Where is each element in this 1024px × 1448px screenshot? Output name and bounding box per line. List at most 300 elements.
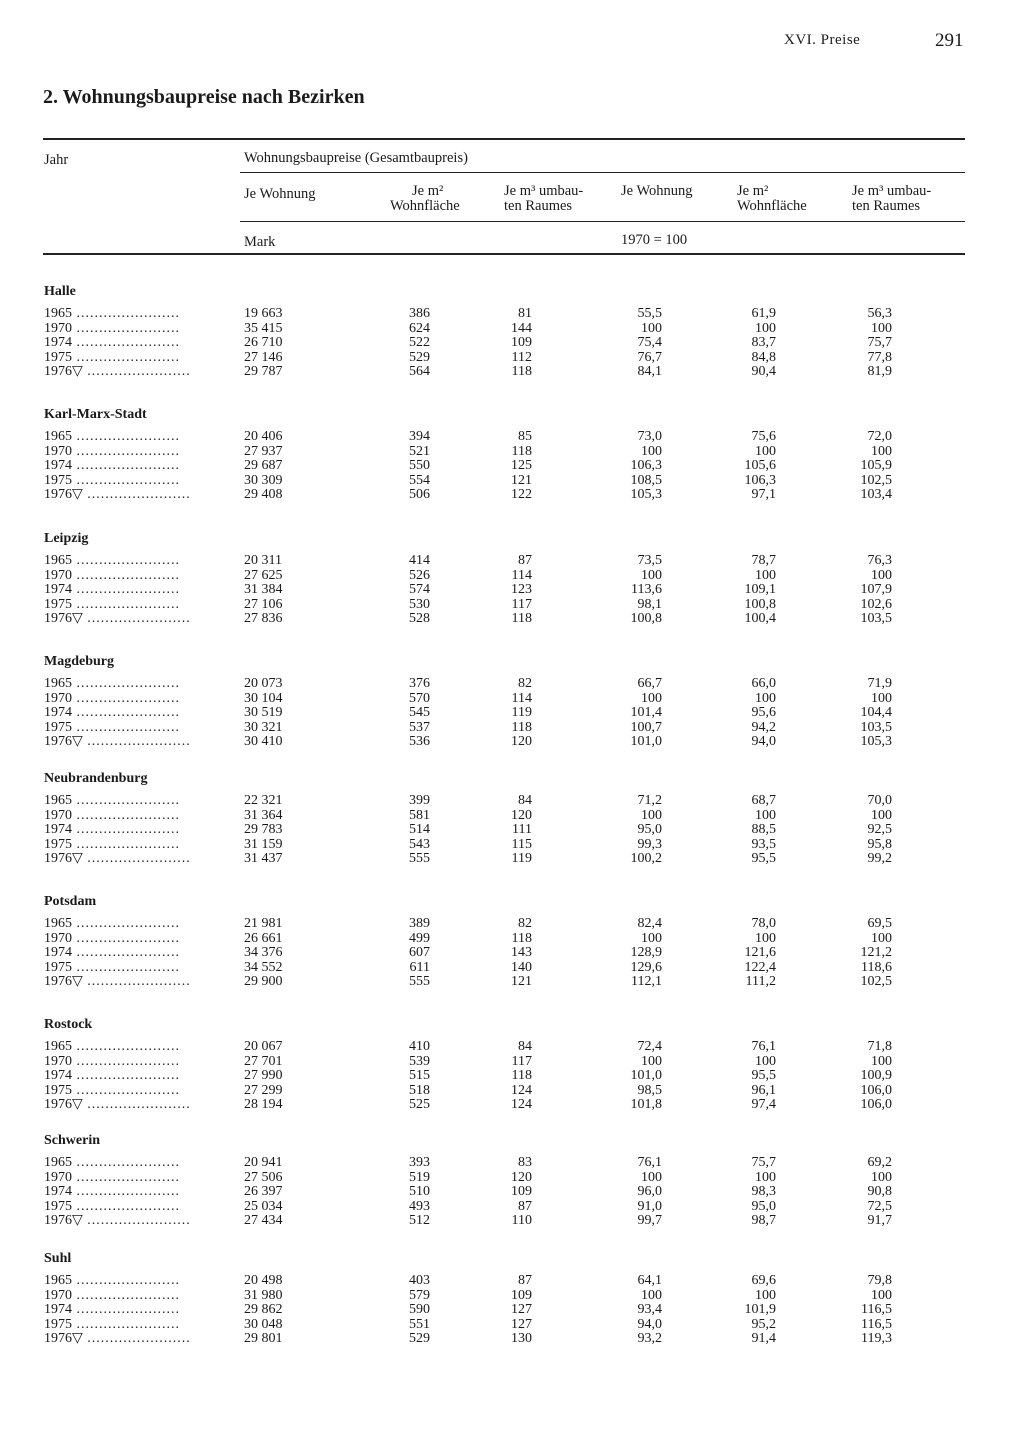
year-cell <box>44 350 228 365</box>
leader-dots: ....................... <box>72 916 180 931</box>
value-cell: 91,7 <box>867 1213 892 1229</box>
year-label: 1975 <box>44 1316 72 1332</box>
value-cell: 119 <box>511 851 532 867</box>
year-label: 1975 <box>44 719 72 735</box>
value-cell: 29 408 <box>244 487 283 503</box>
leader-dots: ....................... <box>82 851 191 867</box>
col-header-jahr: Jahr <box>44 152 69 168</box>
table-row <box>0 960 1024 975</box>
value-cell: 106,0 <box>860 1097 892 1113</box>
value-cell: 26 710 <box>244 335 283 351</box>
value-cell: 536 <box>409 734 430 750</box>
leader-dots: ....................... <box>72 306 180 321</box>
value-cell: 75,7 <box>751 1155 776 1170</box>
value-cell: 28 194 <box>244 1097 283 1113</box>
value-cell: 100 <box>755 320 776 336</box>
value-cell: 96,1 <box>751 1082 776 1098</box>
value-cell: 100 <box>755 1169 776 1185</box>
leader-dots: ....................... <box>72 1053 180 1069</box>
value-cell: 27 434 <box>244 1213 283 1229</box>
year-label: 1965 <box>44 916 72 931</box>
value-cell: 30 309 <box>244 472 283 488</box>
table-row <box>0 837 1024 852</box>
value-cell: 376 <box>409 676 430 691</box>
value-cell: 20 311 <box>244 553 282 568</box>
year-label: 1976▽ <box>44 851 83 867</box>
table-row <box>0 1331 1024 1346</box>
value-cell: 31 364 <box>244 807 283 823</box>
year-label: 1970 <box>44 1287 72 1303</box>
value-cell: 82,4 <box>637 916 662 931</box>
value-cell: 410 <box>409 1039 430 1054</box>
value-cell: 20 941 <box>244 1155 283 1170</box>
value-cell: 66,7 <box>637 676 662 691</box>
value-cell: 87 <box>518 1273 532 1288</box>
value-cell: 100 <box>871 567 892 583</box>
value-cell: 99,2 <box>867 851 892 867</box>
value-cell: 100 <box>755 567 776 583</box>
value-cell: 529 <box>409 349 430 365</box>
value-cell: 118 <box>511 443 532 459</box>
value-cell: 118 <box>511 930 532 946</box>
leader-dots: ....................... <box>72 567 180 583</box>
leader-dots: ....................... <box>72 719 180 735</box>
col-header-line: Je m² <box>412 183 444 199</box>
table-row <box>0 974 1024 989</box>
value-cell: 529 <box>409 1331 430 1347</box>
value-cell: 55,5 <box>637 306 662 321</box>
value-cell: 95,8 <box>867 836 892 852</box>
value-cell: 93,5 <box>751 836 776 852</box>
value-cell: 121 <box>511 472 532 488</box>
year-cell <box>44 611 228 626</box>
year-label: 1975 <box>44 1082 72 1098</box>
value-cell: 117 <box>511 1053 532 1069</box>
year-label: 1974 <box>44 705 72 721</box>
value-cell: 537 <box>409 719 430 735</box>
year-label: 1970 <box>44 930 72 946</box>
value-cell: 102,5 <box>860 472 892 488</box>
year-cell <box>44 473 228 488</box>
value-cell: 95,6 <box>751 705 776 721</box>
value-cell: 84 <box>518 793 532 808</box>
value-cell: 105,3 <box>860 734 892 750</box>
year-label: 1975 <box>44 596 72 612</box>
year-label: 1965 <box>44 1155 72 1170</box>
year-cell <box>44 734 228 749</box>
value-cell: 27 701 <box>244 1053 283 1069</box>
leader-dots: ....................... <box>72 1198 180 1214</box>
value-cell: 92,5 <box>867 822 892 838</box>
year-label: 1965 <box>44 676 72 691</box>
col-header-index-je-wohnung <box>621 184 692 199</box>
unit-label-mark: Mark <box>244 234 276 250</box>
year-label: 1970 <box>44 690 72 706</box>
value-cell: 29 900 <box>244 974 283 990</box>
value-cell: 112 <box>511 349 532 365</box>
value-cell: 127 <box>511 1316 532 1332</box>
value-cell: 125 <box>511 458 532 474</box>
leader-dots: ....................... <box>82 1097 191 1113</box>
table-row <box>0 1288 1024 1303</box>
value-cell: 122,4 <box>744 959 776 975</box>
table-row <box>0 1302 1024 1317</box>
value-cell: 30 321 <box>244 719 283 735</box>
value-cell: 607 <box>409 945 430 961</box>
value-cell: 403 <box>409 1273 430 1288</box>
value-cell: 76,1 <box>751 1039 776 1054</box>
value-cell: 102,5 <box>860 974 892 990</box>
year-cell <box>44 1273 228 1288</box>
value-cell: 119,3 <box>861 1331 892 1347</box>
leader-dots: ....................... <box>72 945 180 961</box>
table-row <box>0 444 1024 459</box>
value-cell: 109 <box>511 1287 532 1303</box>
value-cell: 515 <box>409 1068 430 1084</box>
year-label: 1976▽ <box>44 1213 83 1229</box>
year-cell <box>44 335 228 350</box>
value-cell: 104,4 <box>860 705 892 721</box>
table-row <box>0 916 1024 931</box>
leader-dots: ....................... <box>72 335 180 351</box>
year-label: 1975 <box>44 959 72 975</box>
value-cell: 20 073 <box>244 676 283 691</box>
year-cell <box>44 1155 228 1170</box>
leader-dots: ....................... <box>72 1169 180 1185</box>
value-cell: 120 <box>511 734 532 750</box>
value-cell: 499 <box>409 930 430 946</box>
region-name: Suhl <box>44 1251 72 1266</box>
leader-dots: ....................... <box>72 320 180 336</box>
year-cell <box>44 691 228 706</box>
value-cell: 27 106 <box>244 596 283 612</box>
value-cell: 98,5 <box>637 1082 662 1098</box>
value-cell: 84 <box>518 1039 532 1054</box>
group-rule <box>240 172 965 173</box>
value-cell: 512 <box>409 1213 430 1229</box>
col-header-line: ten Raumes <box>852 198 921 214</box>
value-cell: 100 <box>871 320 892 336</box>
leader-dots: ....................... <box>72 443 180 459</box>
table-row <box>0 851 1024 866</box>
table-row <box>0 350 1024 365</box>
value-cell: 98,7 <box>751 1213 776 1229</box>
value-cell: 118 <box>511 719 532 735</box>
value-cell: 34 376 <box>244 945 283 961</box>
value-cell: 121 <box>511 974 532 990</box>
year-cell <box>44 444 228 459</box>
value-cell: 101,4 <box>630 705 662 721</box>
value-cell: 144 <box>511 320 532 336</box>
leader-dots: ....................... <box>72 959 180 975</box>
value-cell: 107,9 <box>860 582 892 598</box>
value-cell: 394 <box>409 429 430 444</box>
year-cell <box>44 808 228 823</box>
value-cell: 100 <box>755 443 776 459</box>
year-label: 1974 <box>44 1302 72 1318</box>
value-cell: 539 <box>409 1053 430 1069</box>
year-cell <box>44 1331 228 1346</box>
table-row <box>0 582 1024 597</box>
year-label: 1970 <box>44 443 72 459</box>
year-cell <box>44 974 228 989</box>
value-cell: 574 <box>409 582 430 598</box>
region-name: Halle <box>44 284 76 299</box>
value-cell: 100 <box>871 1287 892 1303</box>
value-cell: 69,2 <box>867 1155 892 1170</box>
value-cell: 69,6 <box>751 1273 776 1288</box>
value-cell: 389 <box>409 916 430 931</box>
value-cell: 118,6 <box>861 959 892 975</box>
value-cell: 25 034 <box>244 1198 283 1214</box>
value-cell: 100 <box>755 930 776 946</box>
leader-dots: ....................... <box>72 1082 180 1098</box>
table-row <box>0 1097 1024 1112</box>
year-cell <box>44 429 228 444</box>
leader-dots: ....................... <box>72 458 180 474</box>
value-cell: 71,8 <box>867 1039 892 1054</box>
leader-dots: ....................... <box>82 734 191 750</box>
value-cell: 121,6 <box>744 945 776 961</box>
year-label: 1974 <box>44 582 72 598</box>
value-cell: 105,3 <box>630 487 662 503</box>
value-cell: 118 <box>511 364 532 380</box>
value-cell: 555 <box>409 851 430 867</box>
year-label: 1975 <box>44 1198 72 1214</box>
region-name: Magdeburg <box>44 654 114 669</box>
year-label: 1976▽ <box>44 364 83 380</box>
year-label: 1974 <box>44 458 72 474</box>
value-cell: 105,9 <box>860 458 892 474</box>
year-label: 1974 <box>44 335 72 351</box>
value-cell: 73,0 <box>637 429 662 444</box>
value-cell: 103,5 <box>860 611 892 627</box>
value-cell: 70,0 <box>867 793 892 808</box>
value-cell: 105,6 <box>744 458 776 474</box>
year-cell <box>44 1199 228 1214</box>
year-label: 1976▽ <box>44 487 83 503</box>
value-cell: 393 <box>409 1155 430 1170</box>
table-row <box>0 473 1024 488</box>
value-cell: 101,0 <box>630 734 662 750</box>
value-cell: 75,6 <box>751 429 776 444</box>
value-cell: 95,2 <box>751 1316 776 1332</box>
value-cell: 100 <box>871 443 892 459</box>
year-cell <box>44 676 228 691</box>
year-label: 1965 <box>44 553 72 568</box>
year-label: 1975 <box>44 472 72 488</box>
year-cell <box>44 597 228 612</box>
table-row <box>0 808 1024 823</box>
leader-dots: ....................... <box>82 611 191 627</box>
value-cell: 31 159 <box>244 836 283 852</box>
value-cell: 87 <box>518 1198 532 1214</box>
value-cell: 526 <box>409 567 430 583</box>
leader-dots: ....................... <box>72 1287 180 1303</box>
year-cell <box>44 1083 228 1098</box>
leader-dots: ....................... <box>72 553 180 568</box>
value-cell: 30 048 <box>244 1316 283 1332</box>
year-label: 1976▽ <box>44 734 83 750</box>
value-cell: 530 <box>409 596 430 612</box>
table-row <box>0 1170 1024 1185</box>
year-label: 1974 <box>44 945 72 961</box>
value-cell: 76,7 <box>637 349 662 365</box>
value-cell: 66,0 <box>751 676 776 691</box>
value-cell: 31 437 <box>244 851 283 867</box>
value-cell: 101,8 <box>630 1097 662 1113</box>
value-cell: 64,1 <box>637 1273 662 1288</box>
leader-dots: ....................... <box>72 690 180 706</box>
value-cell: 100,7 <box>630 719 662 735</box>
year-cell <box>44 916 228 931</box>
value-cell: 386 <box>409 306 430 321</box>
value-cell: 82 <box>518 916 532 931</box>
leader-dots: ....................... <box>72 1316 180 1332</box>
value-cell: 94,0 <box>751 734 776 750</box>
year-label: 1965 <box>44 1039 72 1054</box>
value-cell: 519 <box>409 1169 430 1185</box>
year-cell <box>44 306 228 321</box>
value-cell: 129,6 <box>630 959 662 975</box>
value-cell: 26 661 <box>244 930 283 946</box>
value-cell: 97,1 <box>751 487 776 503</box>
year-label: 1965 <box>44 1273 72 1288</box>
table-row <box>0 1068 1024 1083</box>
value-cell: 118 <box>511 611 532 627</box>
value-cell: 100,2 <box>630 851 662 867</box>
year-cell <box>44 1170 228 1185</box>
value-cell: 414 <box>409 553 430 568</box>
value-cell: 27 990 <box>244 1068 283 1084</box>
table-row <box>0 429 1024 444</box>
value-cell: 83,7 <box>751 335 776 351</box>
value-cell: 75,7 <box>867 335 892 351</box>
leader-dots: ....................... <box>72 582 180 598</box>
year-label: 1965 <box>44 306 72 321</box>
year-cell <box>44 364 228 379</box>
year-label: 1976▽ <box>44 611 83 627</box>
value-cell: 100 <box>641 320 662 336</box>
value-cell: 564 <box>409 364 430 380</box>
value-cell: 399 <box>409 793 430 808</box>
region-name: Karl-Marx-Stadt <box>44 407 147 422</box>
table-row <box>0 734 1024 749</box>
leader-dots: ....................... <box>72 807 180 823</box>
col-header-line: ten Raumes <box>504 198 573 214</box>
value-cell: 90,8 <box>867 1184 892 1200</box>
leader-dots: ....................... <box>72 930 180 946</box>
value-cell: 83 <box>518 1155 532 1170</box>
leader-dots: ....................... <box>82 1331 191 1347</box>
table-row <box>0 553 1024 568</box>
col-header-je-wohnung <box>244 187 315 202</box>
year-label: 1970 <box>44 1053 72 1069</box>
col-group-header: Wohnungsbaupreise (Gesamtbaupreis) <box>244 150 468 166</box>
table-row <box>0 1039 1024 1054</box>
value-cell: 91,0 <box>637 1198 662 1214</box>
value-cell: 85 <box>518 429 532 444</box>
value-cell: 100 <box>871 1053 892 1069</box>
value-cell: 29 787 <box>244 364 283 380</box>
value-cell: 98,1 <box>637 596 662 612</box>
table-row <box>0 1213 1024 1228</box>
col-header-line: Je m³ umbau- <box>504 183 584 199</box>
region-name: Schwerin <box>44 1133 100 1148</box>
year-cell <box>44 720 228 735</box>
table-row <box>0 720 1024 735</box>
table-row <box>0 597 1024 612</box>
value-cell: 121,2 <box>860 945 892 961</box>
leader-dots: ....................... <box>72 822 180 838</box>
year-label: 1974 <box>44 822 72 838</box>
value-cell: 127 <box>511 1302 532 1318</box>
col-header-index-je-m2 <box>737 184 807 214</box>
value-cell: 100 <box>871 1169 892 1185</box>
region-name: Neubrandenburg <box>44 771 148 786</box>
year-label: 1970 <box>44 1169 72 1185</box>
value-cell: 31 384 <box>244 582 283 598</box>
value-cell: 120 <box>511 807 532 823</box>
year-label: 1965 <box>44 793 72 808</box>
value-cell: 518 <box>409 1082 430 1098</box>
year-cell <box>44 1317 228 1332</box>
value-cell: 27 937 <box>244 443 283 459</box>
leader-dots: ....................... <box>72 793 180 808</box>
value-cell: 528 <box>409 611 430 627</box>
table-row <box>0 1083 1024 1098</box>
year-cell <box>44 1213 228 1228</box>
chapter-title: XVI. Preise <box>784 32 861 48</box>
value-cell: 91,4 <box>751 1331 776 1347</box>
value-cell: 108,5 <box>630 472 662 488</box>
value-cell: 93,4 <box>637 1302 662 1318</box>
col-header-je-m2 <box>390 184 460 214</box>
value-cell: 110 <box>511 1213 532 1229</box>
table-row <box>0 691 1024 706</box>
table-row <box>0 945 1024 960</box>
value-cell: 130 <box>511 1331 532 1347</box>
value-cell: 109 <box>511 335 532 351</box>
year-cell <box>44 822 228 837</box>
value-cell: 120 <box>511 1169 532 1185</box>
year-cell <box>44 553 228 568</box>
value-cell: 124 <box>511 1082 532 1098</box>
value-cell: 101,9 <box>744 1302 776 1318</box>
value-cell: 100 <box>641 807 662 823</box>
value-cell: 506 <box>409 487 430 503</box>
value-cell: 95,0 <box>751 1198 776 1214</box>
value-cell: 95,5 <box>751 1068 776 1084</box>
table-row <box>0 1199 1024 1214</box>
value-cell: 69,5 <box>867 916 892 931</box>
table-row <box>0 1155 1024 1170</box>
value-cell: 579 <box>409 1287 430 1303</box>
value-cell: 118 <box>511 1068 532 1084</box>
value-cell: 128,9 <box>630 945 662 961</box>
value-cell: 56,3 <box>867 306 892 321</box>
year-label: 1970 <box>44 320 72 336</box>
value-cell: 95,5 <box>751 851 776 867</box>
value-cell: 99,7 <box>637 1213 662 1229</box>
value-cell: 116,5 <box>861 1316 892 1332</box>
col-header-line: Je m³ umbau- <box>852 183 932 199</box>
value-cell: 100 <box>871 807 892 823</box>
year-label: 1974 <box>44 1184 72 1200</box>
leader-dots: ....................... <box>72 1302 180 1318</box>
year-cell <box>44 705 228 720</box>
value-cell: 570 <box>409 690 430 706</box>
